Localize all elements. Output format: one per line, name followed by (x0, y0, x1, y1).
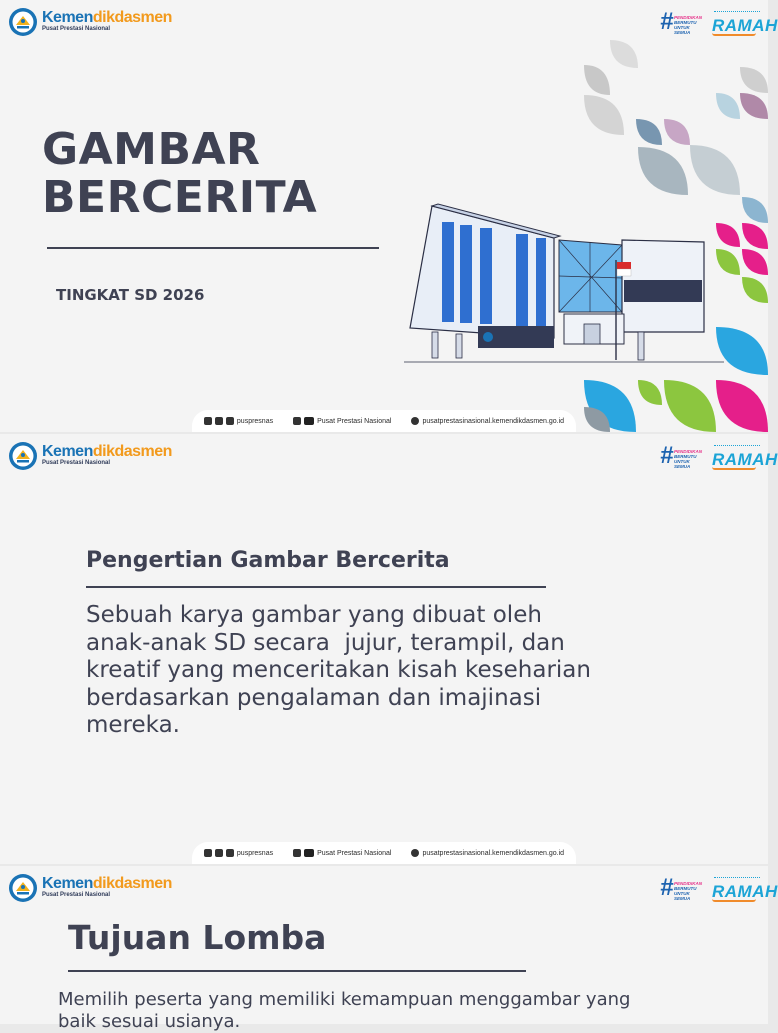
hashtag-icon: # (660, 442, 674, 469)
cover-subtitle: TINGKAT SD 2026 (56, 286, 205, 304)
ramah-smile (712, 467, 756, 470)
decorative-petals (580, 35, 768, 432)
social-footer (192, 410, 576, 432)
slide-objective (0, 866, 778, 1032)
youtube-icon[interactable] (304, 417, 314, 425)
hashtag-icon: # (660, 874, 674, 901)
tut-wuri-handayani-emblem-icon (8, 873, 38, 903)
hashtag-icon: # (660, 8, 674, 35)
x-twitter-icon[interactable] (215, 417, 223, 425)
objective-text: Memilih peserta yang memiliki kemampuan menggambar yang baik sesuai usianya. (58, 989, 631, 1032)
social-handle: puspresnas (236, 417, 274, 425)
brand-subtitle: Pusat Prestasi Nasional (42, 892, 111, 898)
instagram-icon[interactable] (204, 849, 212, 857)
x-twitter-icon[interactable] (215, 849, 223, 857)
tut-wuri-handayani-emblem-icon (8, 7, 38, 37)
kemendikdasmen-logo (8, 7, 172, 39)
ramah-word: RAMAH (712, 882, 778, 901)
tut-wuri-handayani-emblem-icon (8, 441, 38, 471)
campaign-tagline: PENDIDIKAN BERMUTU UNTUK SEMUA (674, 15, 703, 35)
globe-icon (411, 849, 419, 857)
brand-subtitle: Pusat Prestasi Nasional (42, 460, 111, 466)
ramah-smile (712, 899, 756, 902)
cover-title: GAMBAR BERCERITA (42, 124, 318, 223)
slide-cover (0, 0, 778, 432)
kemendikdasmen-logo (8, 441, 172, 473)
instagram-icon[interactable] (204, 417, 212, 425)
heading-divider (86, 586, 546, 588)
website-link[interactable]: pusatprestasinasional.kemendikdasmen.go.id (422, 849, 565, 857)
definition-text: Sebuah karya gambar yang dibuat oleh anak-anak SD secara jujur, terampil, dan kreatif yang menceritakan kisah keseharian berdasarkan pengalaman dan imajinasi mereka. (86, 602, 591, 738)
ramah-word: RAMAH (712, 16, 778, 35)
kemendikdasmen-logo (8, 873, 172, 905)
facebook-icon[interactable] (293, 417, 301, 425)
channel-name: Pusat Prestasi Nasional (317, 417, 392, 425)
campaign-tagline: PENDIDIKAN BERMUTU UNTUK SEMUA (674, 449, 703, 469)
campaign-badge (660, 874, 778, 903)
website-link[interactable]: pusatprestasinasional.kemendikdasmen.go.id (422, 417, 565, 425)
tiktok-icon[interactable] (226, 417, 234, 425)
ramah-dots (714, 11, 760, 14)
social-handle: puspresnas (236, 849, 274, 857)
heading-divider (68, 970, 526, 972)
channel-name: Pusat Prestasi Nasional (317, 849, 392, 857)
ramah-word: RAMAH (712, 450, 778, 469)
tiktok-icon[interactable] (226, 849, 234, 857)
section-heading: Pengertian Gambar Bercerita (86, 548, 450, 573)
facebook-icon[interactable] (293, 849, 301, 857)
title-divider (47, 247, 379, 249)
section-heading: Tujuan Lomba (68, 918, 327, 957)
brand-name: Kemendikdasmen (42, 875, 172, 892)
brand-name: Kemendikdasmen (42, 443, 172, 460)
slide-definition (0, 434, 778, 864)
brand-name: Kemendikdasmen (42, 9, 172, 26)
campaign-badge (660, 442, 778, 471)
ramah-dots (714, 877, 760, 880)
brand-subtitle: Pusat Prestasi Nasional (42, 26, 111, 32)
globe-icon (411, 417, 419, 425)
social-footer (192, 842, 576, 864)
youtube-icon[interactable] (304, 849, 314, 857)
campaign-badge (660, 8, 778, 37)
ramah-dots (714, 445, 760, 448)
campaign-tagline: PENDIDIKAN BERMUTU UNTUK SEMUA (674, 881, 703, 901)
